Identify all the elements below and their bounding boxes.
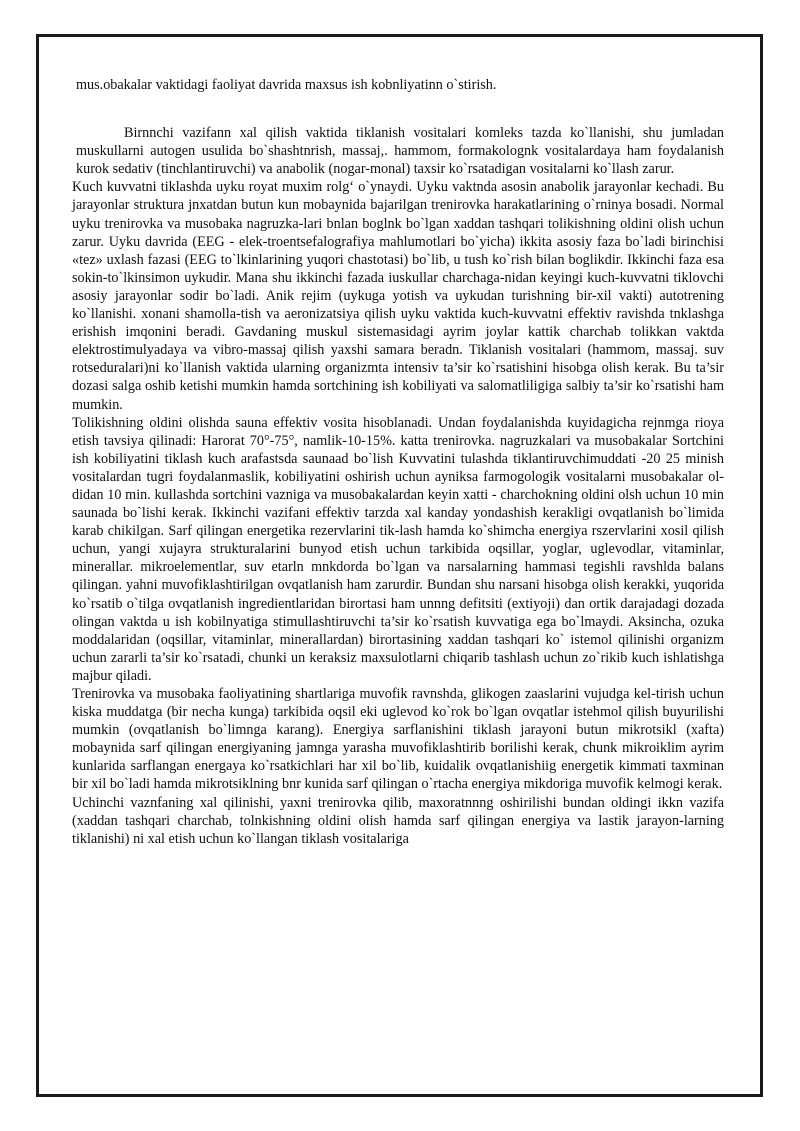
paragraph-glycogen: Trenirovka va musobaka faoliyatining shartlariga muvofik ravnshda, glikogen zaaslarini vujudga kel-tirish uchun kiska muddatga (bir necha kunga) tarkibida oqsil eki uglevod ko`rok bo`lgan ovqatlar istehmol qilish buyurilishi mumkin (ovqatlanish bo`limnga karang). Energiya sarflanishini tiklash jarayoni butun mikrotsikl (xafta) mobaynida sarf qilingan energiyaning jamnga yarasha muvofiklashtirib borilishi kerak, chunk mikroiklim ayrim kunlarida sarflangan energaya ko`rsatkichlari har xil bo`lib, kuidalik ovqatlanishiig energetik kimmati taxminan bir xil bo`ladi hamda mikrotsiklning bnr kunida sarf qilingan o`rtacha energiya mikdoriga muvofik kelmogi kerak. (72, 686, 724, 793)
paragraph-sleep-recovery: Kuch kuvvatni tiklashda uyku royat muxim rolg‘ o`ynaydi. Uyku vaktnda asosin anabolik jarayonlar kechadi. Bu jarayonlar struktura jnxatdan butun kun mobaynida bajarilgan trenirovka harakatlarining o`rninya bosadi. Normal uyku trenirovka va musobaka nagruzka-lari bnlan boglnk bo`lgan xaddan tashqari tolikishning oldini olish uchun zarur. Uyku davrida (EEG - elek-troentsefalografiya mahlumotlari bo`yicha) ikkita asosiy faza bo`ladi birinchisi «tez» uxlash fazasi (EEG to`lkinlarining yuqori chastotasi) bo`lib, u tush ko`rish bilan boglikdir. Ikkinchi faza esa sokin-to`lkinsimon uykudir. Mana shu ikkinchi fazada iuskullar charchaga-nidan keyingi kuch-kuvvatni tiklovchi asosiy jarayonlar sodir bo`ladi. Anik rejim (uykuga yotish va uykudan turishning bir-xil vakti) autotrening ko`llanishi. xonani shamolla-tish va aeronizatsiya qilish uyku vaktida kuch-kuvvatni effektiv ravishda tnklashga erishish imqonini beradi. Gavdaning muskul sistemasidagi ayrim joylar kattik charchab tolikkan vaktda elektrostimulyadaya va vibro-massaj qilish yaxshi samara beradn. Tiklanish vositalari (hammom, massaj. suv rotseduralari)ni ko`llanish vaktida ularning organizmta intensiv ta’sir ko`rsatishini hisobga olish kerak. Bu ta’sir dozasi salga oshib ketishi mumkin hamda sortchining ish kobiliyati va salomatliligiga salbiy ta’sir ko`rsatishi ham mumkin. (72, 179, 724, 413)
document-body (72, 76, 724, 848)
paragraph-continuation: mus.obakalar vaktidagi faoliyat davrida maxsus ish kobnliyatinn o`stirish. (76, 77, 497, 93)
paragraph-first-task: Birnnchi vazifann xal qilish vaktida tiklanish vositalari komleks tazda ko`llanishi, shu jumladan muskullarni autogen usulida bo`shashtnrish, massaj,. hammom, formakolognk vositalardaya ham foydalanish kurok sedativ (tinchlantiruvchi) va anabolik (nogar-monal) taxsir ko`rsatadigan vositalarni ko`llash zarur. (76, 125, 724, 178)
paragraph-sauna-nutrition: Tolikishning oldini olishda sauna effektiv vosita hisoblanadi. Undan foydalanishda kuyidagicha rejnmga rioya etish tavsiya qilinadi: Harorat 70°-75°, namlik-10-15%. katta trenirovka. nagruzkalari va musobakalar Sortchini ish kobiliyatini tiklash kuch arafastsda saunaad bo`lish Kuvvatini tulashda tiklantiruvchimuddati -20 25 minish vositalardan tugri foydalanmaslik, kobiliyatini oshirish uchun ayniksa farmogologik vositalarni musobakalar ol-didan 10 min. kullashda sortchini vazniga va musobakalardan keyin xatti - charchokning oldini olsh uchun 10 min saunada bo`lishi kerak. Ikkinchi vazifani effektiv tarzda xal kanday yondashish kerakligi ovqatlanish bo`limida karab chikilgan. Sarf qilingan energetika rezervlarini tik-lash hamda ko`shimcha energiya rszervlarini xosil qilish uchun, yangi xujayra strukturalarini bunyod etish uchun tarkibida oqsillar, yoglar, uglevodlar, vitaminlar, minerallar. mikroelementlar, suv etarln mnkdorda bo`lgan va narsalarning hammasi tegishli ravshlda balans qilingan. yahni muvofiklashtirilgan ovqatlanish ham zarurdir. Bundan shu narsani hisobga olish kerakki, yuqorida ko`rsatib o`tilga ovqatlanish ingredientlaridan birortasi ham unnng defitsiti (extiyoji) dan ortik darajadagi dozada olingan vaktda u ish kobilnyatiga stimullashtiruvchi ta’sir ko`rsatish kuvvatiga ega bo`lmaydi. Aksincha, ozuka moddalaridan (oqsillar, vitaminlar, minerallardan) birortasining xaddan tashqari ko` istemol qilinishi organizm uchun zararli ta’sir ko`rsatadi, chunki un keraksiz maxsulotlarni chiqarib tashlash uchun zo`rikib kuch ishlatishga majbur qiladi. (72, 414, 724, 684)
paragraph-third-task: Uchinchi vaznfaning xal qilinishi, yaxni trenirovka qilib, maxoratnnng oshirilishi bundan oldingi ikkn vazifa (xaddan tashqari charchab, tolnkishning oldini olish hamda sarf qilingan energiya va lastik jarayon-larning tiklanishi) ni xal etish uchun ko`llangan tiklash vositalariga (72, 794, 724, 847)
